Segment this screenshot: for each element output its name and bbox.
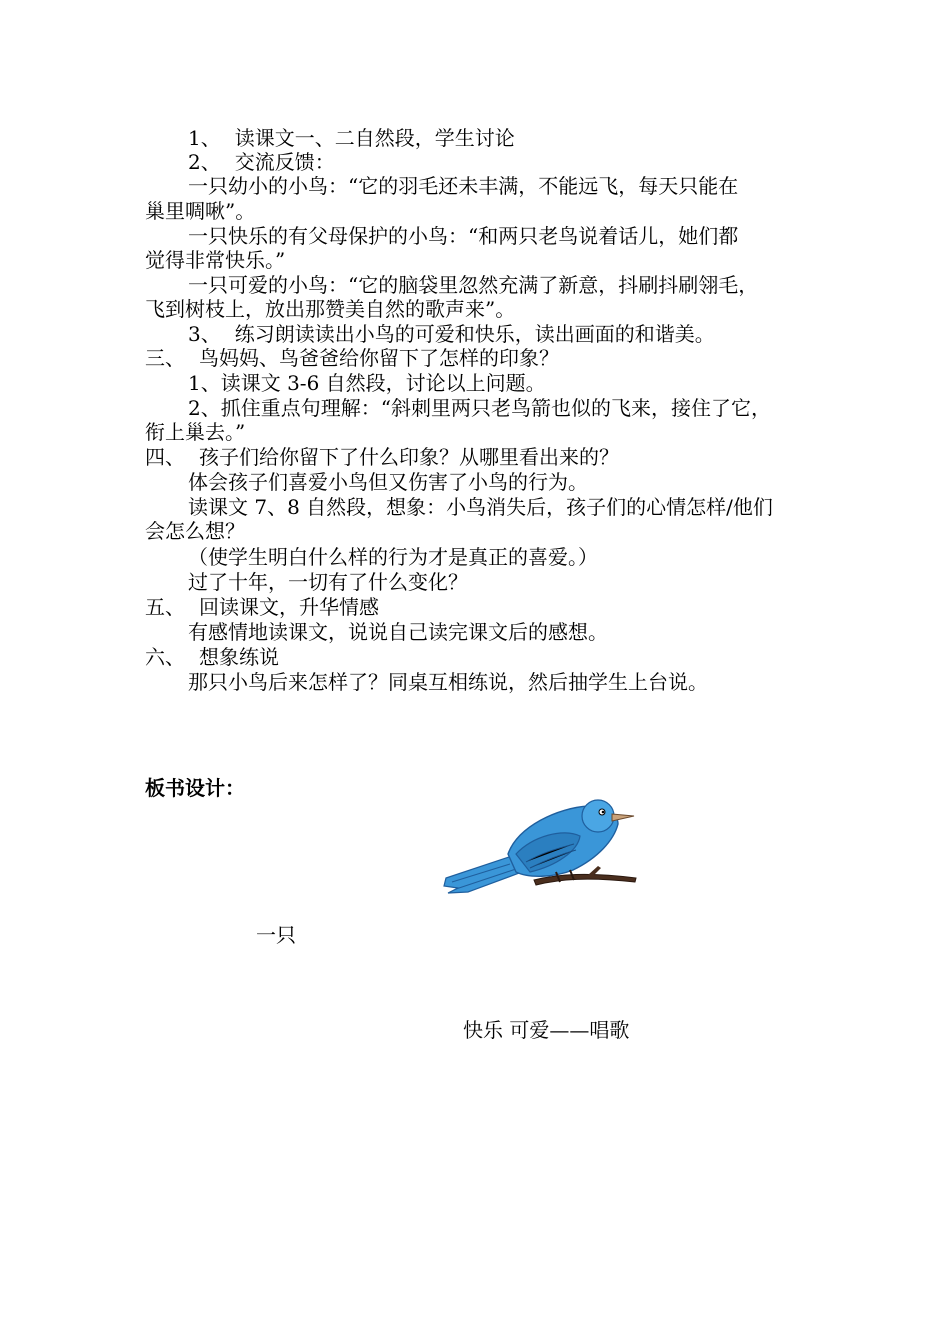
- line-13: 衔上巢去。”: [145, 420, 246, 444]
- section-6-heading: 六、 想象练说: [145, 645, 279, 669]
- board-left-text: 一只: [256, 923, 296, 947]
- bird-illustration: [438, 796, 640, 896]
- line-5: 一只快乐的有父母保护的小鸟：“和两只老鸟说着话儿，她们都: [188, 224, 739, 248]
- line-23: 那只小鸟后来怎样了？同桌互相练说，然后抽学生上台说。: [188, 670, 708, 694]
- line-17: 会怎么想？: [145, 519, 245, 543]
- board-bottom-text: 快乐 可爱——唱歌: [463, 1018, 630, 1042]
- line-1: 1、 读课文一、二自然段，学生讨论: [188, 126, 515, 150]
- line-6: 觉得非常快乐。”: [145, 248, 286, 272]
- line-8: 飞到树枝上，放出那赞美自然的歌声来”。: [145, 297, 516, 321]
- line-18: （使学生明白什么样的行为才是真正的喜爱。）: [188, 545, 598, 569]
- section-3-heading: 三、 鸟妈妈、鸟爸爸给你留下了怎样的印象？: [145, 346, 559, 370]
- board-design-heading: 板书设计：: [145, 776, 245, 800]
- line-21: 有感情地读课文，说说自己读完课文后的感想。: [188, 620, 608, 644]
- section-5-heading: 五、 回读课文，升华情感: [145, 595, 379, 619]
- line-7: 一只可爱的小鸟：“它的脑袋里忽然充满了新意，抖刷抖刷翎毛，: [188, 273, 759, 297]
- line-15: 体会孩子们喜爱小鸟但又伤害了小鸟的行为。: [188, 470, 588, 494]
- line-11: 1、读课文 3-6 自然段，讨论以上问题。: [188, 371, 546, 395]
- line-9: 3、 练习朗读读出小鸟的可爱和快乐，读出画面的和谐美。: [188, 322, 715, 346]
- line-16: 读课文 7、8 自然段，想象：小鸟消失后，孩子们的心情怎样/他们: [188, 495, 773, 519]
- line-19: 过了十年，一切有了什么变化？: [188, 570, 468, 594]
- line-4: 巢里啁啾”。: [145, 199, 256, 223]
- line-2: 2、 交流反馈：: [188, 150, 335, 174]
- line-3: 一只幼小的小鸟：“它的羽毛还未丰满，不能远飞，每天只能在: [188, 174, 739, 198]
- line-12: 2、抓住重点句理解：“斜刺里两只老鸟箭也似的飞来，接住了它，: [188, 396, 771, 420]
- section-4-heading: 四、 孩子们给你留下了什么印象？从哪里看出来的？: [145, 445, 619, 469]
